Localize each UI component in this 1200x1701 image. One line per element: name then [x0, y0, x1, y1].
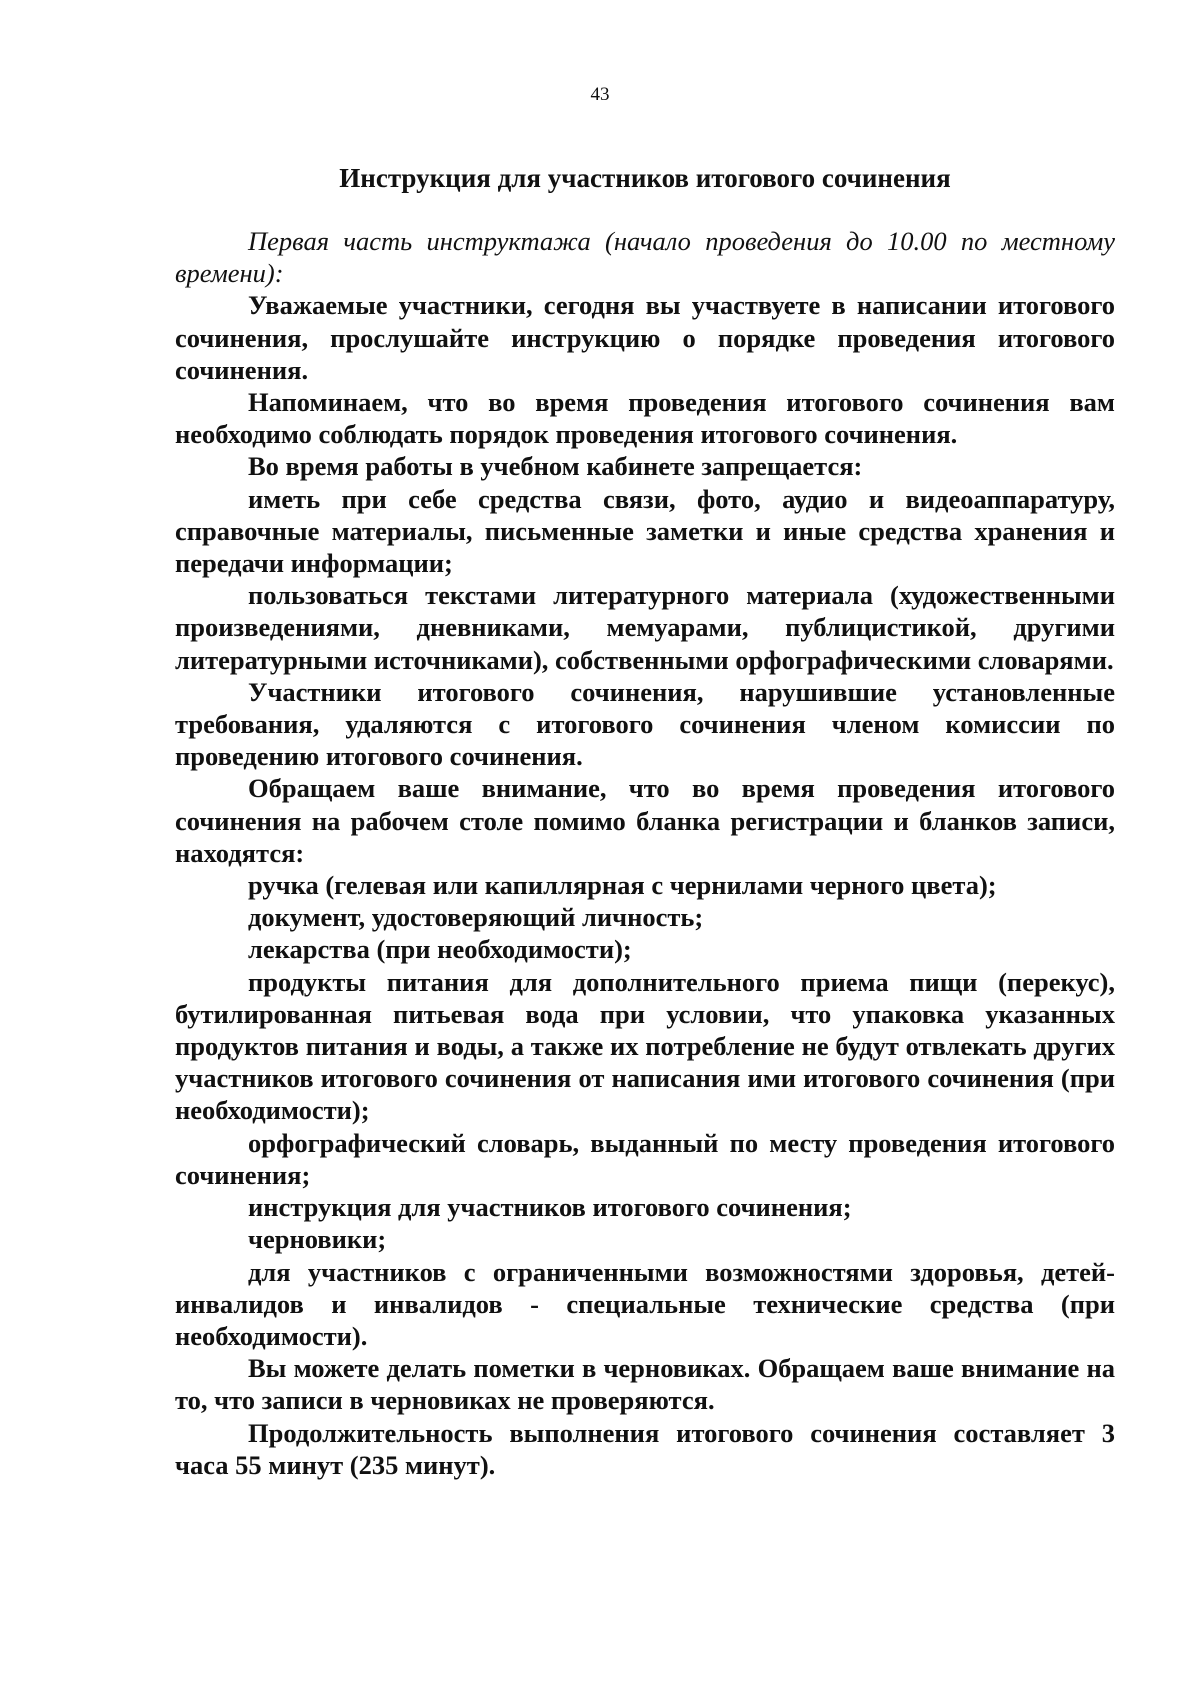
paragraph-prohibited-heading: Во время работы в учебном кабинете запрещается:	[248, 451, 863, 482]
paragraph-duration: Продолжительность выполнения итогового сочинения составляет 3 часа 55 минут (235 минут).	[175, 1417, 1115, 1480]
paragraph-greeting: Уважаемые участники, сегодня вы участвуете в написании итогового сочинения, прослушайте инструкцию о порядке проведения итогового сочинения.	[175, 290, 1115, 385]
page-number: 43	[590, 84, 610, 105]
intro-paragraph: Первая часть инструктажа (начало проведения до 10.00 по местному времени):	[175, 226, 1115, 289]
document-title: Инструкция для участников итогового сочинения	[339, 163, 951, 193]
paragraph-reminder: Напоминаем, что во время проведения итогового сочинения вам необходимо соблюдать порядок проведения итогового сочинения.	[175, 387, 1115, 450]
desk-item-instruction: инструкция для участников итогового сочинения;	[248, 1192, 852, 1223]
document-body	[175, 225, 1115, 1481]
desk-item-medicine: лекарства (при необходимости);	[248, 934, 632, 965]
desk-item-drafts: черновики;	[248, 1224, 387, 1255]
paragraph-desk-items-heading: Обращаем ваше внимание, что во время проведения итогового сочинения на рабочем столе помимо бланка регистрации и бланков записи, находятся:	[175, 773, 1115, 868]
desk-item-dictionary: орфографический словарь, выданный по месту проведения итогового сочинения;	[175, 1127, 1115, 1190]
desk-item-pen: ручка (гелевая или капиллярная с чернилами черного цвета);	[248, 870, 997, 901]
prohibited-item-devices: иметь при себе средства связи, фото, аудио и видеоаппаратуру, справочные материалы, письменные заметки и иные средства хранения и передачи информации;	[175, 483, 1115, 579]
prohibited-item-texts: пользоваться текстами литературного материала (художественными произведениями, дневниками, мемуарами, публицистикой, другими литературными источниками), собственными орфографическими словарями.	[175, 580, 1115, 675]
desk-item-food: продукты питания для дополнительного приема пищи (перекус), бутилированная питьевая вода при условии, что упаковка указанных продуктов питания и воды, а также их потребление не будут отвлекать других участников итогового сочинения от написания ими итогового сочинения (при необходимости);	[175, 966, 1115, 1126]
desk-item-id-document: документ, удостоверяющий личность;	[248, 902, 704, 933]
desk-item-special-means: для участников с ограниченными возможностями здоровья, детей-инвалидов и инвалидов - специальные технические средства (при необходимости).	[175, 1256, 1115, 1351]
paragraph-removal: Участники итогового сочинения, нарушившие установленные требования, удаляются с итогового сочинения членом комиссии по проведению итогового сочинения.	[175, 676, 1115, 772]
paragraph-drafts-note: Вы можете делать пометки в черновиках. Обращаем ваше внимание на то, что записи в черновиках не проверяются.	[175, 1353, 1115, 1416]
